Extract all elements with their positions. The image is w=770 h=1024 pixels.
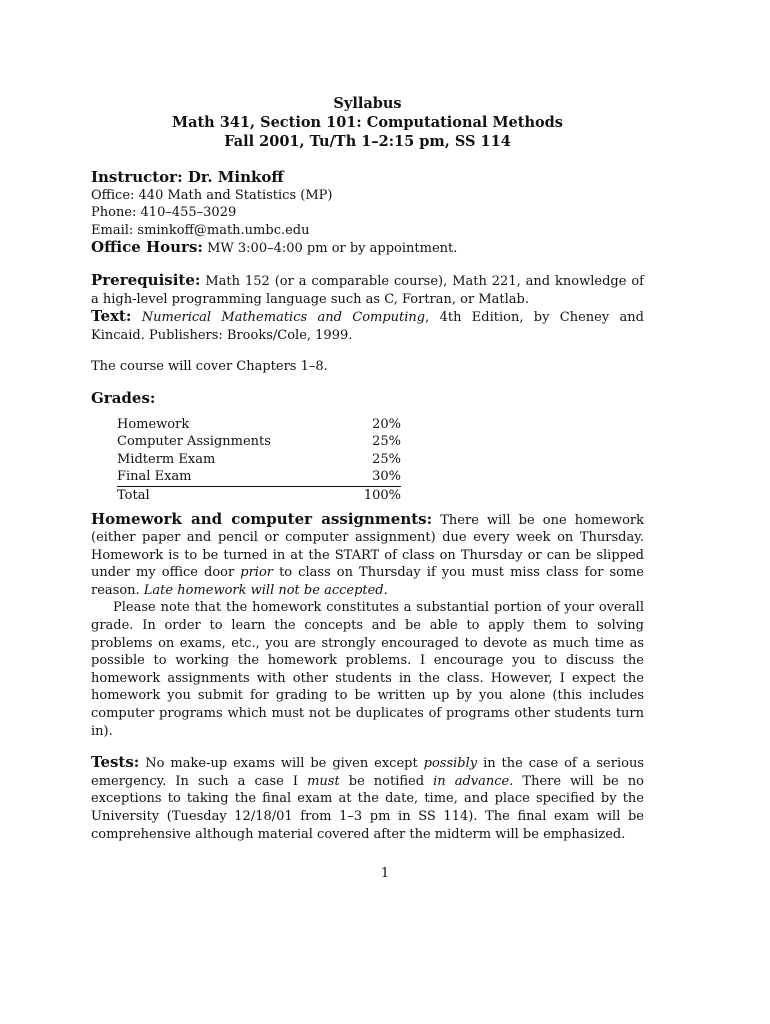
office-hours-text: MW 3:00–4:00 pm or by appointment. bbox=[202, 241, 458, 257]
prerequisite-label: Prerequisite: bbox=[91, 270, 201, 289]
grade-percent: 25% bbox=[372, 451, 401, 467]
tests-possibly: possibly bbox=[423, 756, 478, 772]
prerequisite-text: Math 152 (or a comparable course), Math 221, and knowledge of a high-level programming language such as C, Fortran, or Matlab. bbox=[91, 273, 644, 307]
grade-item: Homework bbox=[117, 416, 190, 432]
tests-must: must bbox=[307, 773, 340, 789]
table-row bbox=[117, 451, 401, 469]
homework-text-a: There will be one homework (either paper and pencil or computer assignment) due every week on Thursday. Homework is to be turned in at the START of class on Thursday or can be slipped under my office door bbox=[91, 512, 644, 581]
homework-text-b: to class on Thursday if you must miss class for some reason. bbox=[91, 565, 644, 598]
page-number: 1 bbox=[380, 866, 390, 881]
office-hours-label: Office Hours: bbox=[91, 238, 203, 257]
table-row bbox=[117, 433, 401, 451]
grades-heading: Grades: bbox=[91, 388, 156, 407]
grade-item: Computer Assignments bbox=[117, 434, 271, 450]
title-line-course: Math 341, Section 101: Computational Methods bbox=[172, 114, 563, 131]
homework-paragraph-2: Please note that the homework constitutes a substantial portion of your overall grade. In order to learn the concepts and be able to apply them to solving problems on exams, etc., you are strongly encouraged to devote as much time as possible to working the homework problems. I encourage you to discuss the homework assignments with other students in the class. However, I expect the homework you submit for grading to be written up by you alone (this includes computer programs which must not be duplicates of programs other students turn in). bbox=[91, 600, 644, 739]
tests-text-b: in the case of a serious emergency. In such a case I bbox=[91, 756, 644, 789]
grade-percent: 20% bbox=[372, 416, 401, 432]
instructor-office: Office: 440 Math and Statistics (MP) bbox=[91, 187, 333, 203]
instructor-email: Email: sminkoff@math.umbc.edu bbox=[91, 222, 310, 238]
grades-table bbox=[117, 416, 401, 505]
instructor-heading: Instructor: Dr. Minkoff bbox=[91, 168, 284, 186]
grade-percent: 30% bbox=[337, 468, 401, 486]
instructor-phone: Phone: 410–455–3029 bbox=[91, 205, 237, 221]
grade-total-label: Total bbox=[117, 487, 150, 503]
tests-advance: in advance. bbox=[433, 773, 514, 789]
table-row-total bbox=[117, 486, 401, 504]
prerequisite-paragraph bbox=[91, 272, 644, 308]
table-row bbox=[117, 416, 401, 434]
title-line-term: Fall 2001, Tu/Th 1–2:15 pm, SS 114 bbox=[224, 133, 511, 150]
tests-label: Tests: bbox=[91, 753, 140, 772]
homework-label: Homework and computer assignments: bbox=[91, 509, 433, 528]
grade-item: Midterm Exam bbox=[117, 451, 216, 467]
homework-paragraph bbox=[91, 511, 644, 600]
tests-text-c: be notified bbox=[339, 773, 434, 789]
tests-text-d: There will be no exceptions to taking the final exam at the date, time, and place specified by the University (Tuesday 12/18/01 from 1–3 pm in SS 114). The final exam will be comprehensive although material covered after the midterm will be emphasized. bbox=[91, 773, 644, 842]
grade-total-percent: 100% bbox=[363, 487, 401, 503]
office-hours bbox=[91, 239, 644, 258]
textbook-title: Numerical Mathematics and Computing bbox=[141, 310, 426, 326]
syllabus-content bbox=[91, 94, 644, 843]
tests-paragraph bbox=[91, 754, 644, 843]
coverage-text: The course will cover Chapters 1–8. bbox=[91, 359, 328, 375]
table-row bbox=[117, 468, 401, 486]
textbook-paragraph bbox=[91, 308, 644, 344]
grade-item: Final Exam bbox=[117, 468, 337, 486]
homework-prior: prior bbox=[240, 565, 274, 581]
instructor-section bbox=[91, 169, 644, 258]
textbook-details: , 4th Edition, by Cheney and Kincaid. Publishers: Brooks/Cole, 1999. bbox=[91, 310, 644, 343]
homework-late-policy: Late homework will not be accepted. bbox=[143, 582, 388, 598]
tests-text-a: No make-up exams will be given except bbox=[139, 756, 424, 772]
grade-percent: 25% bbox=[372, 434, 401, 450]
textbook-label: Text: bbox=[91, 307, 132, 326]
document-title bbox=[91, 94, 644, 151]
title-line-syllabus: Syllabus bbox=[333, 95, 402, 112]
